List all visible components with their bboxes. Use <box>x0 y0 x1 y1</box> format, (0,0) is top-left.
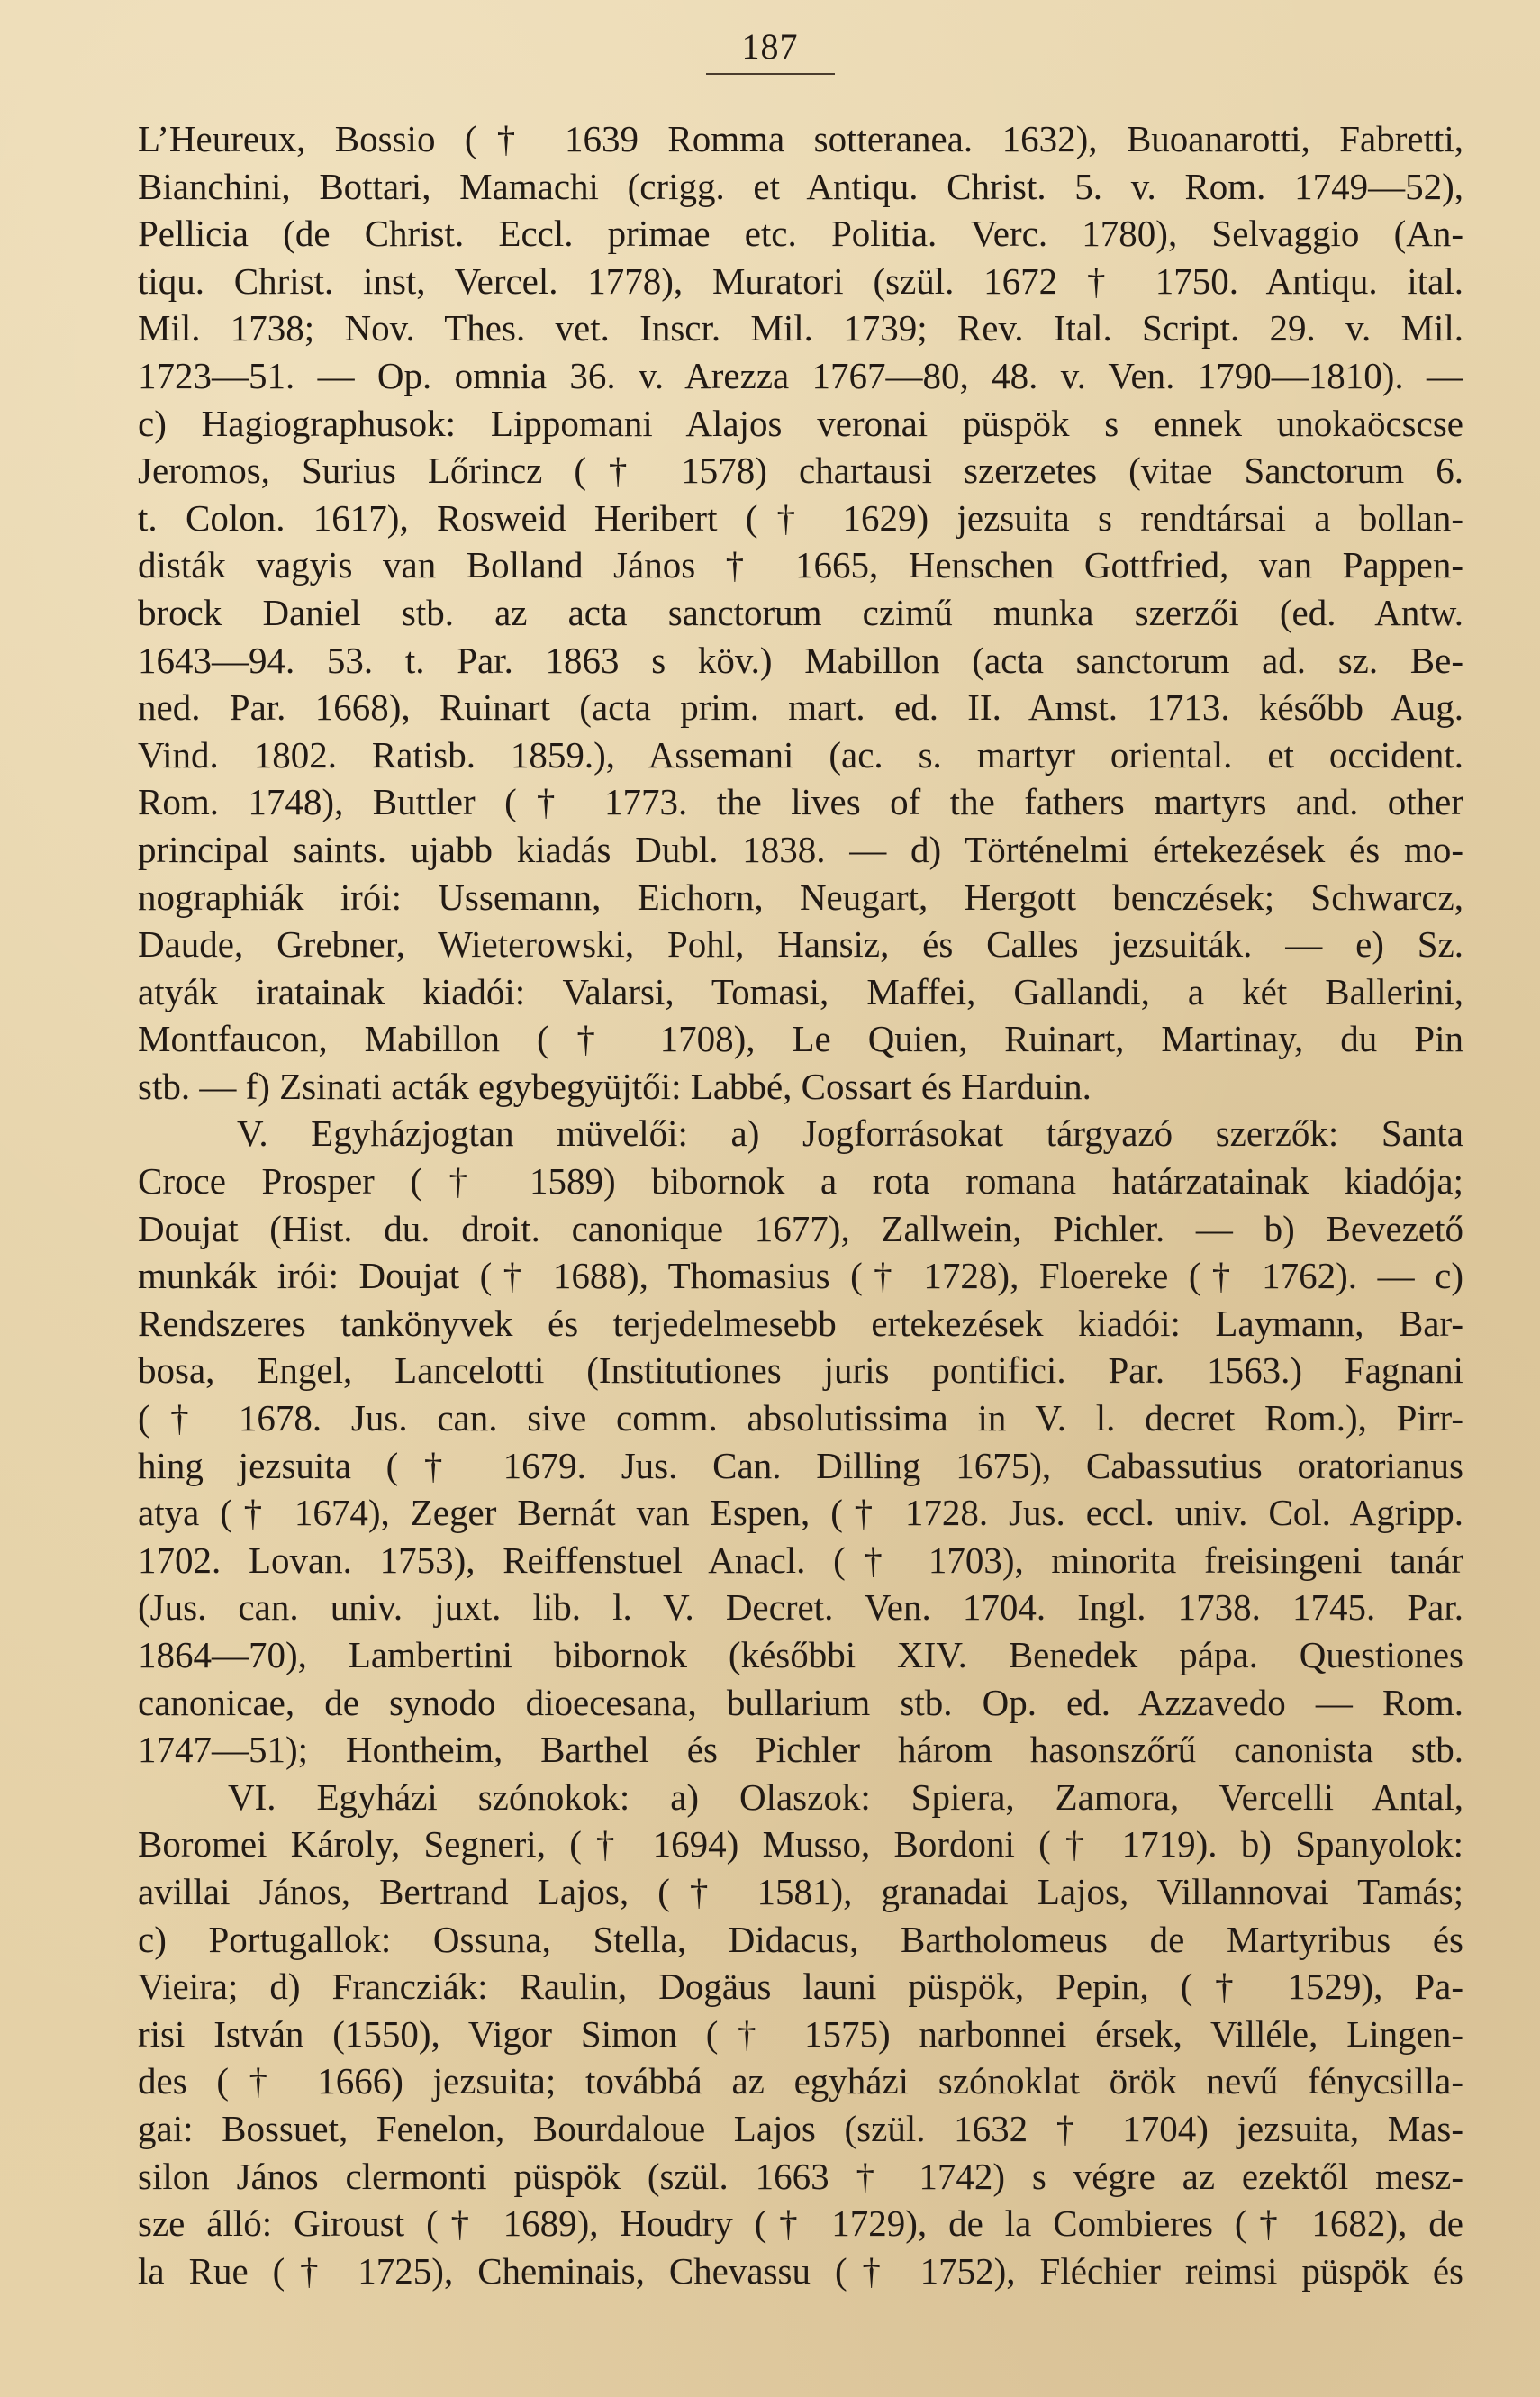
text-line: Vieira; d) Francziák: Raulin, Dogäus launi püspök, Pepin, († 1529), Pa- <box>138 1966 1463 2008</box>
text-line: risi István (1550), Vigor Simon († 1575) narbonnei érsek, Villéle, Lingen- <box>138 2012 1463 2055</box>
text-line: la Rue († 1725), Cheminais, Chevassu († 1752), Fléchier reimsi püspök és <box>138 2249 1463 2292</box>
text-line: 1747—51); Hontheim, Barthel és Pichler három hasonszőrű canonista stb. <box>138 1729 1463 1771</box>
text-line: 1723—51. — Op. omnia 36. v. Arezza 1767—80, 48. v. Ven. 1790—1810). — <box>138 354 1463 396</box>
text-line: t. Colon. 1617), Rosweid Heribert († 1629) jezsuita s rendtársai a bollan- <box>138 496 1463 539</box>
text-line: Montfaucon, Mabillon († 1708), Le Quien, Ruinart, Martinay, du Pin <box>138 1018 1463 1060</box>
text-line: c) Portugallok: Ossuna, Stella, Didacus, Bartholomeus de Martyribus és <box>138 1918 1463 1960</box>
text-line: Croce Prosper († 1589) bibornok a rota romana határzatainak kiadója; <box>138 1160 1463 1203</box>
text-line: tiqu. Christ. inst, Vercel. 1778), Muratori (szül. 1672 † 1750. Antiqu. ital. <box>138 259 1463 302</box>
text-line: Boromei Károly, Segneri, († 1694) Musso, Bordoni († 1719). b) Spanyolok: <box>138 1823 1463 1866</box>
text-line: Doujat (Hist. du. droit. canonique 1677), Zallwein, Pichler. — b) Bevezető <box>138 1207 1463 1249</box>
text-line: Rom. 1748), Buttler († 1773. the lives of the fathers martyrs and. other <box>138 781 1463 823</box>
text-line: († 1678. Jus. can. sive comm. absolutissima in V. l. decret Rom.), Pirr- <box>138 1397 1463 1439</box>
text-line: munkák irói: Doujat († 1688), Thomasius († 1728), Floereke († 1762). — c) <box>138 1255 1463 1297</box>
text-line: Bianchini, Bottari, Mamachi (crigg. et Antiqu. Christ. 5. v. Rom. 1749—52), <box>138 165 1463 207</box>
text-line: silon János clermonti püspök (szül. 1663 † 1742) s végre az ezektől mesz- <box>138 2155 1463 2197</box>
text-line: VI. Egyházi szónokok: a) Olaszok: Spiera, Zamora, Vercelli Antal, <box>228 1775 1463 1818</box>
text-line: sze álló: Giroust († 1689), Houdry († 1729), de la Combieres († 1682), de <box>138 2202 1463 2245</box>
text-line: atya († 1674), Zeger Bernát van Espen, († 1728. Jus. eccl. univ. Col. Agripp. <box>138 1492 1463 1534</box>
text-line: disták vagyis van Bolland János † 1665, Henschen Gottfried, van Pappen- <box>138 544 1463 586</box>
text-line: gai: Bossuet, Fenelon, Bourdaloue Lajos (szül. 1632 † 1704) jezsuita, Mas- <box>138 2107 1463 2149</box>
text-line: avillai János, Bertrand Lajos, († 1581), granadai Lajos, Villannovai Tamás; <box>138 1870 1463 1912</box>
text-line: 1643—94. 53. t. Par. 1863 s köv.) Mabillon (acta sanctorum ad. sz. Be- <box>138 639 1463 681</box>
text-line: Mil. 1738; Nov. Thes. vet. Inscr. Mil. 1739; Rev. Ital. Script. 29. v. Mil. <box>138 307 1463 350</box>
body-text <box>138 115 1463 2294</box>
page-number: 187 <box>706 25 835 75</box>
text-line: hing jezsuita († 1679. Jus. Can. Dilling 1675), Cabassutius oratorianus <box>138 1444 1463 1486</box>
text-line: 1702. Lovan. 1753), Reiffenstuel Anacl. († 1703), minorita freisingeni tanár <box>138 1539 1463 1581</box>
text-line: Daude, Grebner, Wieterowski, Pohl, Hansiz, és Calles jezsuiták. — e) Sz. <box>138 923 1463 966</box>
text-line: Pellicia (de Christ. Eccl. primae etc. Politia. Verc. 1780), Selvaggio (An- <box>138 213 1463 255</box>
text-line: V. Egyházjogtan müvelői: a) Jogforrásokat tárgyazó szerzők: Santa <box>237 1112 1463 1155</box>
text-line: nographiák irói: Ussemann, Eichorn, Neugart, Hergott benczések; Schwarcz, <box>138 876 1463 918</box>
text-line: stb. — f) Zsinati acták egybegyüjtői: Labbé, Cossart és Harduin. <box>138 1065 1092 1107</box>
text-line: Jeromos, Surius Lőrincz († 1578) chartausi szerzetes (vitae Sanctorum 6. <box>138 449 1463 492</box>
text-line: principal saints. ujabb kiadás Dubl. 1838. — d) Történelmi értekezések és mo- <box>138 828 1463 870</box>
text-line: 1864—70), Lambertini bibornok (későbbi XIV. Benedek pápa. Questiones <box>138 1634 1463 1675</box>
text-line: L’Heureux, Bossio († 1639 Romma sotteranea. 1632), Buoanarotti, Fabretti, <box>138 118 1463 159</box>
text-line: (Jus. can. univ. juxt. lib. l. V. Decret. Ven. 1704. Ingl. 1738. 1745. Par. <box>138 1586 1463 1629</box>
text-line: brock Daniel stb. az acta sanctorum czimű munka szerzői (ed. Antw. <box>138 591 1463 633</box>
text-line: bosa, Engel, Lancelotti (Institutiones juris pontifici. Par. 1563.) Fagnani <box>138 1349 1463 1392</box>
page-header <box>0 25 1540 75</box>
text-line: c) Hagiographusok: Lippomani Alajos veronai püspök s ennek unokaöcscse <box>138 402 1463 444</box>
text-line: ned. Par. 1668), Ruinart (acta prim. mart. ed. II. Amst. 1713. később Aug. <box>138 686 1463 729</box>
text-line: atyák iratainak kiadói: Valarsi, Tomasi, Maffei, Gallandi, a két Ballerini, <box>138 970 1463 1012</box>
text-line: Rendszeres tankönyvek és terjedelmesebb ertekezések kiadói: Laymann, Bar- <box>138 1302 1463 1344</box>
text-line: des († 1666) jezsuita; továbbá az egyházi szónoklat örök nevű fénycsilla- <box>138 2060 1463 2102</box>
text-line: Vind. 1802. Ratisb. 1859.), Assemani (ac. s. martyr oriental. et occident. <box>138 733 1463 776</box>
text-line: canonicae, de synodo dioecesana, bullarium stb. Op. ed. Azzavedo — Rom. <box>138 1681 1463 1723</box>
